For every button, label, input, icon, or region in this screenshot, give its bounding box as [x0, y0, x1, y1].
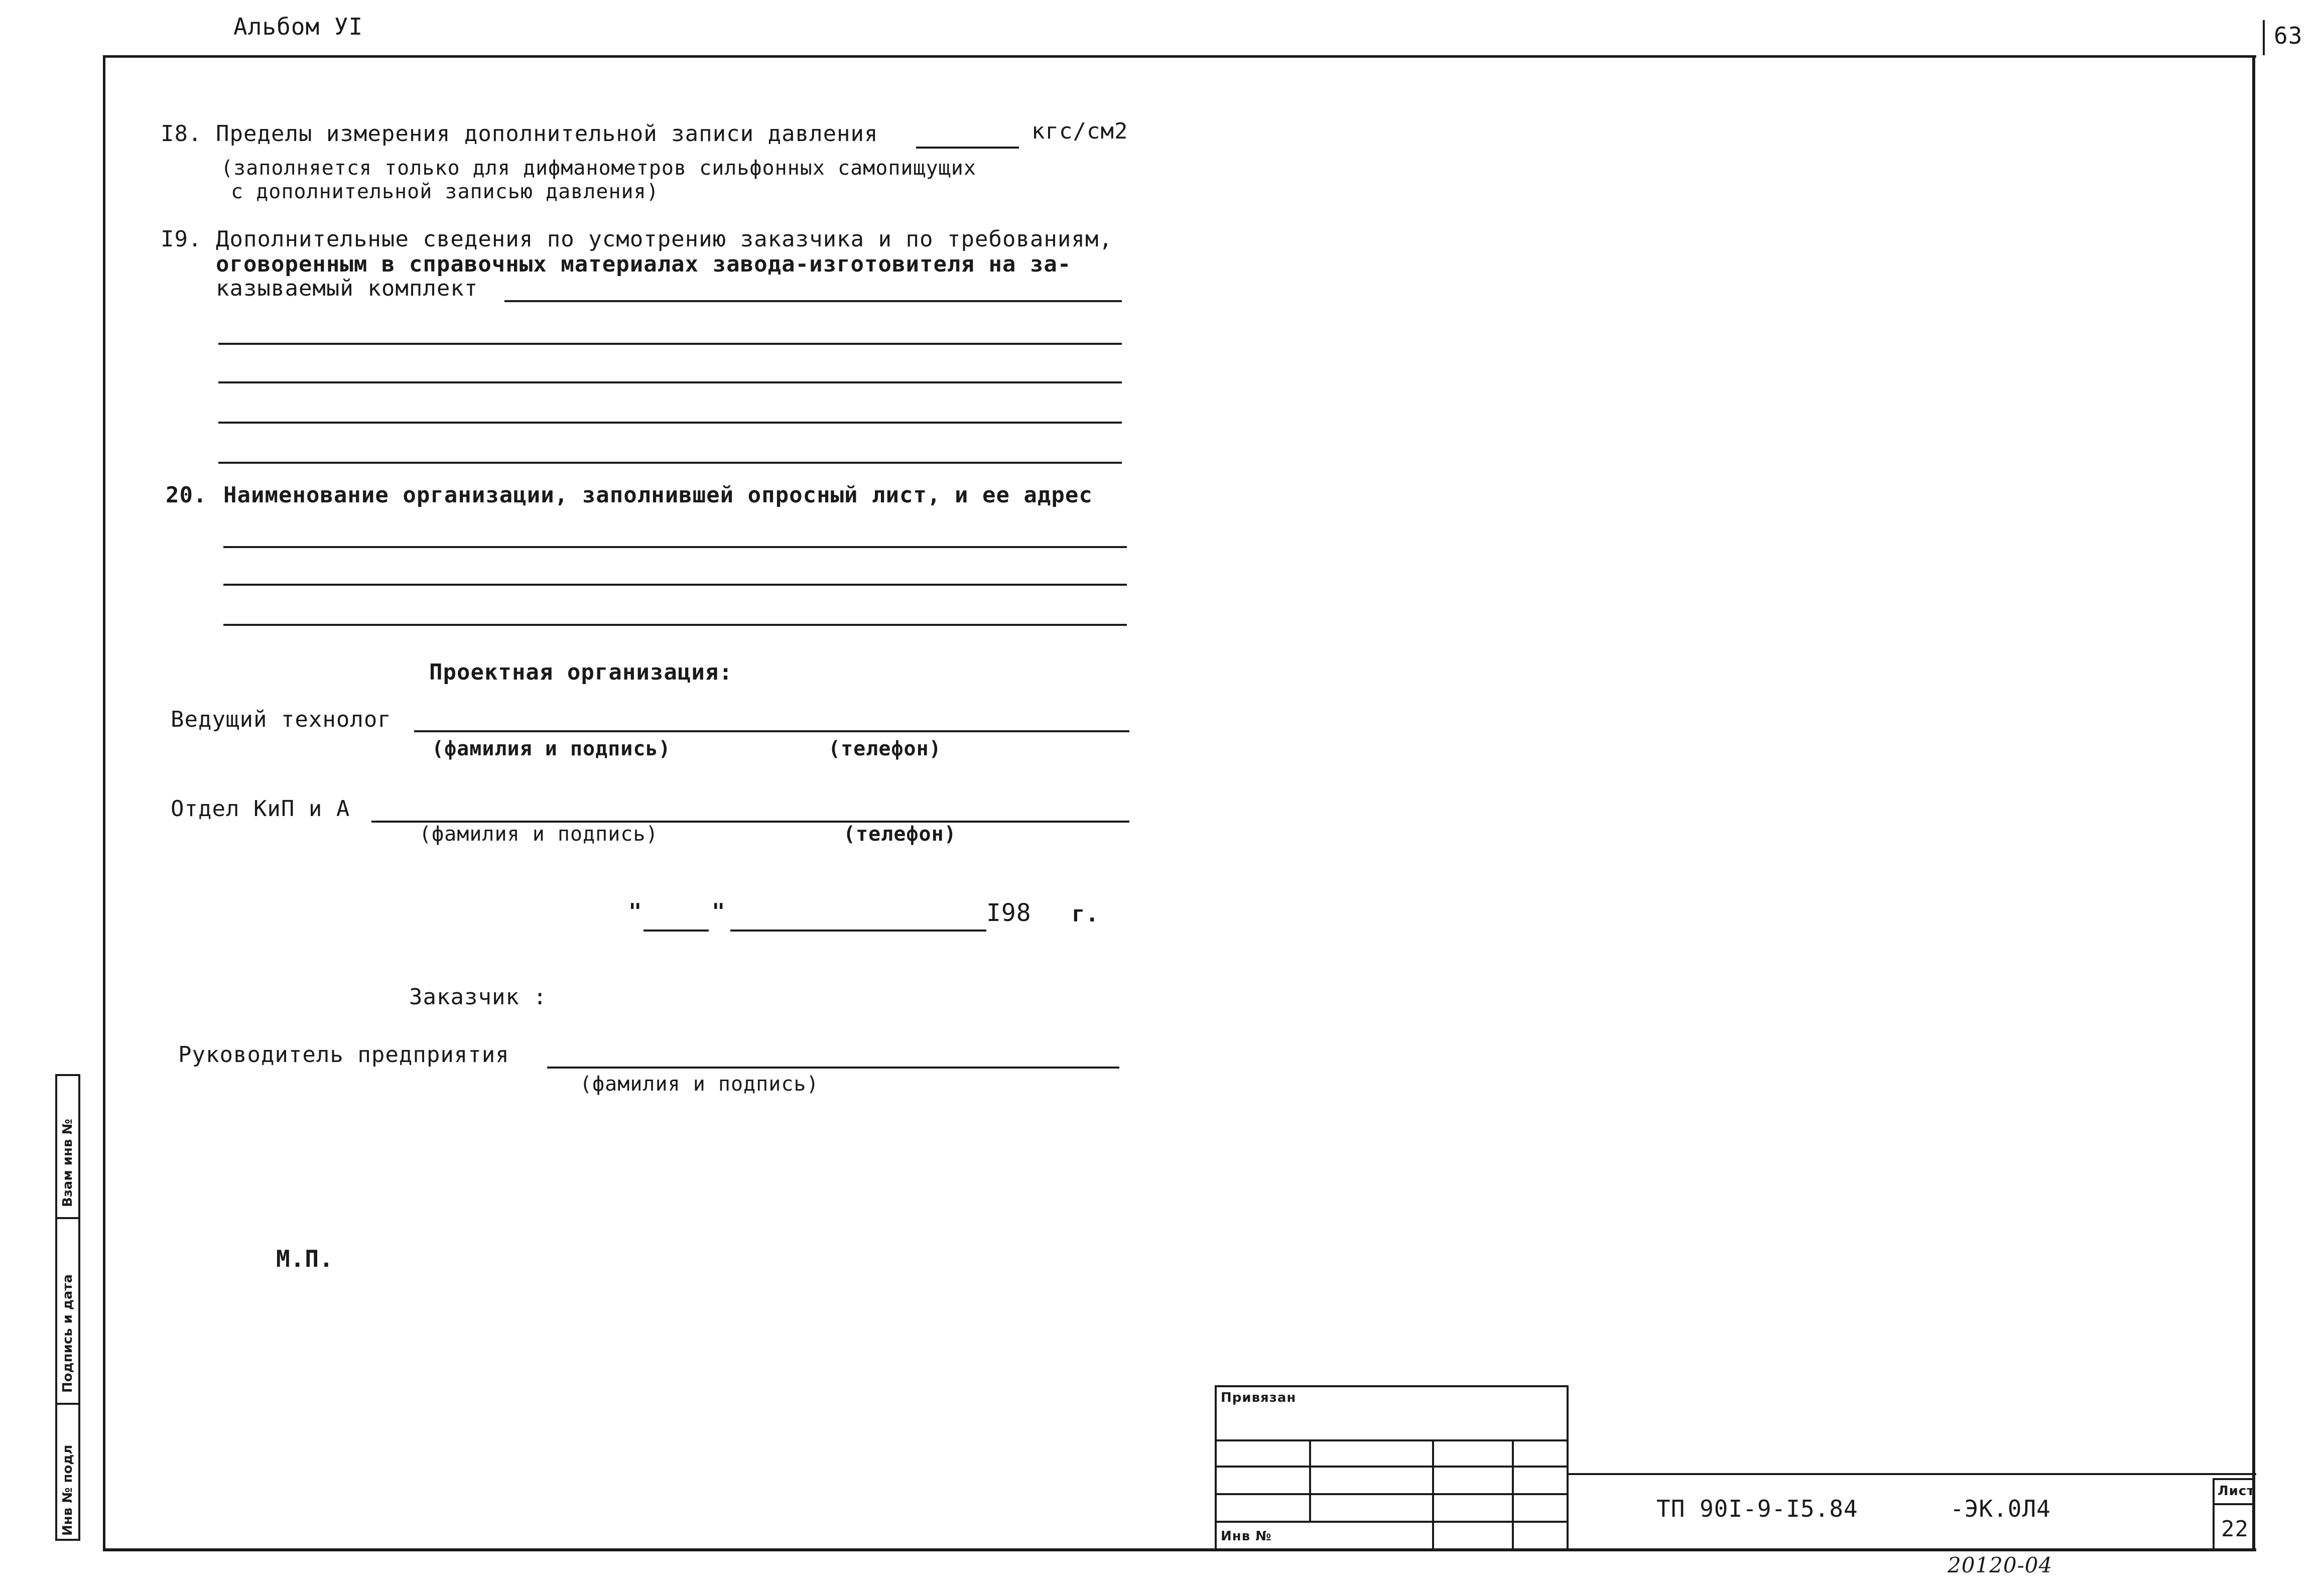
item-18-number: I8. [161, 121, 202, 147]
date-quote-open: " [628, 899, 642, 924]
kip-dept-phone-caption: (телефон) [843, 823, 957, 846]
frame-bottom [103, 1548, 2256, 1551]
side-stamp-divider-1 [55, 1217, 80, 1219]
binding-row-1 [1215, 1439, 1569, 1441]
item-19-blank-5 [218, 462, 1122, 464]
date-day-blank [643, 930, 709, 932]
side-stamp-sign-date: Подпись и дата [60, 1274, 75, 1393]
archive-number: 20120-04 [1948, 1553, 2053, 1577]
item-20-number: 20. [166, 482, 207, 508]
item-19-blank-2 [218, 343, 1122, 345]
director-label: Руководитель предприятия [178, 1042, 509, 1068]
lead-technologist-line [414, 730, 1129, 732]
sheet-label: Лист [2218, 1484, 2255, 1499]
side-stamp-divider-2 [55, 1403, 80, 1405]
lead-technologist-name-caption: (фамилия и подпись) [432, 737, 671, 760]
sheet-number: 22 [2221, 1516, 2249, 1542]
item-18-blank [916, 147, 1019, 149]
item-19-number: I9. [161, 226, 202, 252]
binding-row-2 [1215, 1466, 1569, 1468]
date-month-blank [730, 930, 986, 932]
kip-dept-name-caption: (фамилия и подпись) [419, 823, 659, 846]
doc-suffix: -ЭК.0Л4 [1950, 1495, 2051, 1522]
item-19-line-1: Дополнительные сведения по усмотрению заказчика и по требованиям, [216, 226, 1113, 252]
binding-table [1215, 1385, 1569, 1551]
date-quote-close: " [712, 899, 726, 924]
item-20-blank-3 [223, 624, 1127, 626]
item-19-blank-3 [218, 381, 1122, 383]
side-stamp-replace-inv: Взам инв № [60, 1119, 75, 1207]
binding-row-3 [1215, 1493, 1569, 1495]
date-year-suffix: г. [1072, 901, 1099, 927]
side-stamp-inv-orig: Инв № подл [60, 1444, 75, 1536]
binding-col-2 [1432, 1439, 1434, 1551]
binding-row-4 [1215, 1521, 1569, 1523]
sheet-cell-divider [2213, 1503, 2255, 1505]
item-19-line-3: казываемый комплект [216, 276, 478, 301]
director-line [547, 1067, 1119, 1069]
customer-heading: Заказчик : [409, 984, 547, 1010]
item-20-blank-2 [223, 584, 1127, 586]
frame-right [2252, 55, 2255, 1551]
item-20-blank-1 [223, 546, 1127, 548]
item-20-text: Наименование организации, заполнившей опросный лист, и ее адрес [223, 482, 1093, 508]
item-18-note-2: с дополнительной записью давления) [231, 180, 659, 203]
project-org-heading: Проектная организация: [429, 659, 733, 685]
date-year-prefix: I98 [986, 899, 1031, 927]
item-19-blank-4 [218, 422, 1122, 424]
header-divider [2263, 20, 2265, 55]
frame-top [103, 55, 2256, 58]
binding-label: Привязан [1221, 1390, 1297, 1405]
album-label: Альбом УI [233, 13, 363, 40]
item-18-text: Пределы измерения дополнительной записи давления [216, 121, 878, 147]
seal-place: М.П. [276, 1245, 334, 1272]
lead-technologist-phone-caption: (телефон) [828, 737, 942, 760]
lead-technologist-label: Ведущий технолог [171, 707, 392, 732]
director-name-caption: (фамилия и подпись) [580, 1073, 819, 1096]
binding-col-3 [1512, 1439, 1514, 1551]
doc-code: ТП 90I-9-I5.84 [1656, 1495, 1858, 1522]
inv-no-label: Инв № [1221, 1529, 1272, 1544]
kip-dept-label: Отдел КиП и А [171, 796, 350, 822]
binding-col-1 [1309, 1439, 1311, 1521]
item-18-note-1: (заполняется только для дифманометров сильфонных самопищущих [221, 157, 976, 180]
page-number: 63 [2274, 22, 2303, 49]
item-19-line-2: оговоренным в справочных материалах завода-изготовителя на за- [216, 251, 1072, 277]
item-19-blank-1 [504, 300, 1122, 302]
item-18-unit: кгс/см2 [1031, 118, 1128, 144]
frame-left [103, 55, 105, 1551]
title-block-top [1569, 1473, 2256, 1475]
